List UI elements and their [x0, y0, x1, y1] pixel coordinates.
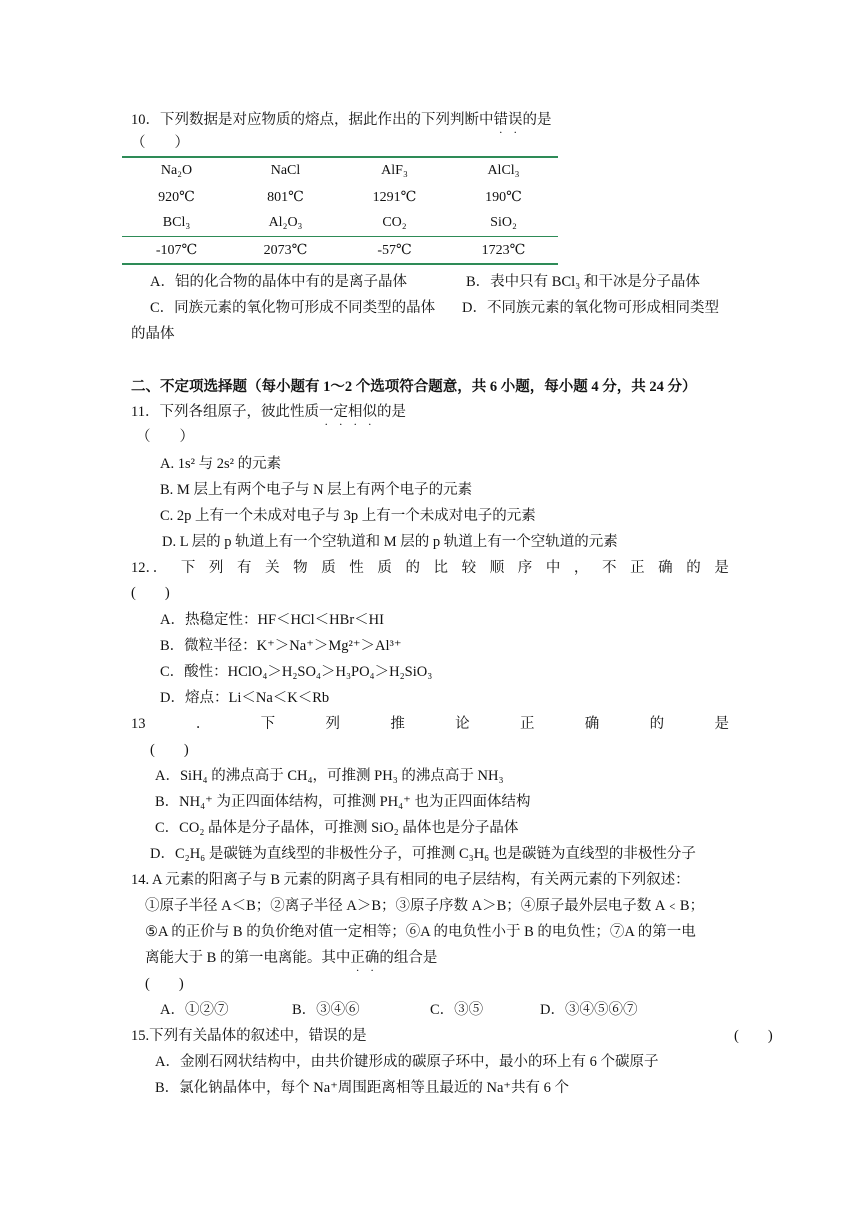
q12-option-d: D．熔点：Li＜Na＜K＜Rb — [160, 690, 330, 706]
q11-answer-paren: （ ） — [136, 429, 194, 445]
table-cell: AlF₃ — [381, 163, 408, 178]
q15-answer-paren: ( ) — [734, 1028, 773, 1044]
q12-stem: 12．． 下 列 有 关 物 质 性 质 的 比 较 顺 序 中 ， 不 正 确 的 是 — [131, 560, 729, 576]
q15-option-b: B．氯化钠晶体中，每个 Na⁺周围距离相等且最近的 Na⁺共有 6 个 — [155, 1080, 570, 1096]
q11-stem: 11．下列各组原子，彼此性质一定相似的是 — [131, 404, 406, 420]
melting-point-table — [122, 156, 558, 265]
q14-stem-line-1: 14. A 元素的阳离子与 B 元素的阴离子具有相同的电子层结构，有关两元素的下列叙述： — [131, 872, 690, 888]
table-cell: AlCl₃ — [487, 163, 520, 178]
emphasis-char: 确 — [364, 950, 380, 966]
table-cell: 920℃ — [158, 189, 195, 205]
q12-option-c: C．酸性：HClO₄＞H₂SO₄＞H₃PO₄＞H₂SiO₃ — [160, 664, 433, 680]
table-row — [122, 237, 558, 265]
q14-stem-line-2: ①原子半径 A＜B；②离子半径 A＞B；③原子序数 A＞B；④原子最外层电子数 A﹤B； — [145, 898, 705, 914]
table-cell: BCl₃ — [122, 210, 231, 237]
q10-option-d-continued: 的晶体 — [131, 326, 175, 342]
q12-option-b: B．微粒半径：K⁺＞Na⁺＞Mg²⁺＞Al³⁺ — [160, 638, 402, 654]
q13-option-b: B．NH₄⁺ 为正四面体结构，可推测 PH₄⁺ 也为正四面体结构 — [155, 794, 531, 810]
q13-option-a: A．SiH₄ 的沸点高于 CH₄，可推测 PH₃ 的沸点高于 NH₃ — [155, 768, 504, 784]
emphasis-char: 错 — [493, 112, 508, 128]
table-cell: Al₂O₃ — [231, 210, 340, 237]
q15-option-a: A．金刚石网状结构中，由共价键形成的碳原子环中，最小的环上有 6 个碳原子 — [155, 1054, 659, 1070]
q12-option-a: A．热稳定性：HF＜HCl＜HBr＜HI — [160, 612, 384, 628]
table-cell: -107℃ — [155, 242, 198, 258]
q10-option-b: B．表中只有 BCl₃ 和干冰是分子晶体 — [466, 274, 700, 290]
q14-option-a: A．①②⑦ — [160, 1002, 229, 1018]
q12-answer-paren: ( ) — [131, 585, 170, 601]
q11-option-a: A. 1s² 与 2s² 的元素 — [160, 456, 282, 472]
q14-answer-paren: ( ) — [145, 976, 184, 992]
table-row — [122, 184, 558, 210]
emphasis-char: 似 — [362, 404, 377, 420]
table-row — [122, 157, 558, 184]
q11-option-d: D. L 层的 p 轨道上有一个空轨道和 M 层的 p 轨道上有一个空轨道的元素 — [162, 534, 618, 550]
q14-option-b: B．③④⑥ — [292, 1002, 360, 1018]
table-cell: SiO₂ — [449, 210, 558, 237]
q15-stem: 15.下列有关晶体的叙述中，错误的是 — [131, 1028, 367, 1044]
section-heading: 二、不定项选择题（每小题有 1～2 个选项符合题意，共 6 小题，每小题 4 分，共 24 分） — [131, 379, 697, 395]
q14-stem-line-4: 离能大于 B 的第一电离能。其中正确的组合是 — [145, 950, 438, 966]
emphasis-char: 正 — [350, 950, 365, 966]
table-cell: -57℃ — [377, 242, 412, 258]
table-cell: CO₂ — [340, 210, 449, 237]
emphasis-char: 相 — [347, 404, 363, 420]
table-cell: 1723℃ — [481, 242, 526, 258]
table-cell: 2073℃ — [263, 242, 308, 258]
q10-option-d: D．不同族元素的氧化物可形成相同类型 — [462, 300, 719, 316]
q14-stem-line-3: ⑤A 的正价与 B 的负价绝对值一定相等；⑥A 的电负性小于 B 的电负性；⑦A 的第一电 — [145, 924, 696, 940]
q14-option-d: D．③④⑤⑥⑦ — [540, 1002, 638, 1018]
q10-option-c: C．同族元素的氧化物可形成不同类型的晶体 — [150, 300, 436, 316]
q13-stem: 13 ． 下 列 推 论 正 确 的 是 — [131, 716, 729, 732]
q13-option-d: D．C₂H₆ 是碳链为直线型的非极性分子，可推测 C₃H₆ 也是碳链为直线型的非极性分子 — [150, 846, 696, 862]
emphasis-char: 误 — [508, 112, 523, 128]
table-cell: NaCl — [270, 163, 301, 178]
q10-answer-paren: （ ） — [131, 135, 189, 151]
q10-stem: 10．下列数据是对应物质的熔点，据此作出的下列判断中错误的是 — [131, 112, 552, 128]
table-cell: 190℃ — [485, 189, 522, 205]
q14-option-c: C．③⑤ — [430, 1002, 484, 1018]
emphasis-char: 一 — [318, 404, 334, 420]
q13-answer-paren: ( ) — [150, 742, 189, 758]
q10-option-a: A．铝的化合物的晶体中有的是离子晶体 — [150, 274, 407, 290]
table-cell: 1291℃ — [372, 189, 417, 205]
table-row — [122, 210, 558, 237]
emphasis-char: 定 — [333, 404, 348, 420]
q13-option-c: C．CO₂ 晶体是分子晶体，可推测 SiO₂ 晶体也是分子晶体 — [155, 820, 519, 836]
q11-option-b: B. M 层上有两个电子与 N 层上有两个电子的元素 — [160, 482, 473, 498]
q11-option-c: C. 2p 上有一个未成对电子与 3p 上有一个未成对电子的元素 — [160, 508, 536, 524]
table-cell: Na₂O — [160, 163, 193, 178]
table-cell: 801℃ — [267, 189, 304, 205]
